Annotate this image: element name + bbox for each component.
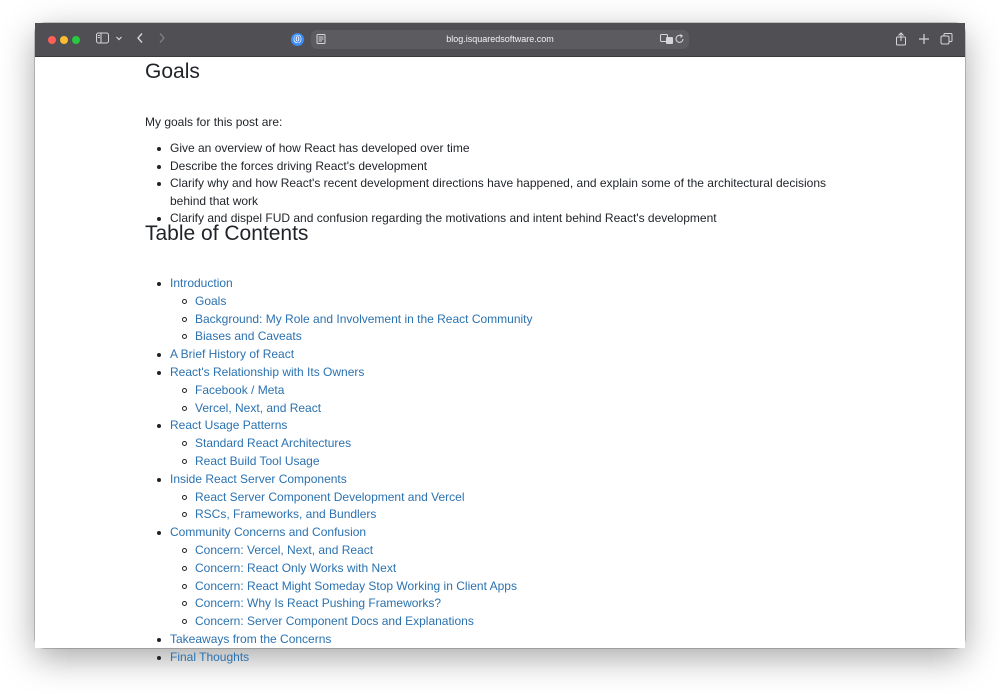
address-bar[interactable] [311,30,689,49]
toc-sublist [170,435,865,471]
toc-subitem [170,613,865,631]
page-content [35,57,965,664]
url-text[interactable]: blog.isquaredsoftware.com [446,34,554,44]
toc-sublink[interactable]: Goals [195,293,227,308]
toc-sublink[interactable]: Facebook / Meta [195,382,285,397]
toc-item [145,631,865,649]
toc-sublink[interactable]: Concern: Why Is React Pushing Frameworks? [195,596,442,611]
toc-heading: Table of Contents [145,222,309,245]
toc-sublink[interactable]: Biases and Caveats [195,329,302,344]
translate-icon[interactable] [660,33,674,47]
toc-list [145,275,865,667]
toc-sublist [170,542,865,631]
share-icon[interactable] [895,32,907,46]
toc-subitem [170,382,865,400]
toc-subitem [170,311,865,329]
toc-subitem [170,453,865,471]
toc-sublink[interactable]: Concern: Vercel, Next, and React [195,542,374,557]
list-item: Clarify and dispel FUD and confusion regarding the motivations and intent behind React's development [145,210,865,228]
toc-item [145,649,865,667]
minimize-window-button[interactable] [60,36,68,44]
privacy-icon[interactable]: ⓪ [291,33,304,46]
toc-sublink[interactable]: React Build Tool Usage [195,453,320,468]
toc-subitem [170,293,865,311]
toc-sublist [170,382,865,418]
back-icon[interactable] [136,32,144,46]
toc-subitem [170,328,865,346]
toc-item [145,346,865,364]
toc-subitem [170,506,865,524]
toc-link[interactable]: Inside React Server Components [170,471,347,486]
toc-item [145,417,865,470]
toc-subitem [170,560,865,578]
forward-icon[interactable] [158,32,166,46]
toc-sublist [170,293,865,346]
browser-toolbar [35,23,965,57]
reload-icon[interactable] [675,33,685,47]
toc-link[interactable]: Final Thoughts [170,649,250,664]
chevron-down-icon[interactable] [115,32,123,46]
goals-list [145,140,865,228]
toc-subitem [170,435,865,453]
toc-link[interactable]: Introduction [170,276,233,290]
toc-sublink[interactable]: Standard React Architectures [195,436,352,451]
toc-link[interactable]: Community Concerns and Confusion [170,525,367,540]
goals-heading: Goals [145,60,200,83]
toc-item [145,471,865,524]
toc-sublink[interactable]: RSCs, Frameworks, and Bundlers [195,507,377,522]
close-window-button[interactable] [48,36,56,44]
browser-window [35,23,965,664]
toc-sublink[interactable]: React Server Component Development and Vercel [195,489,465,504]
toc-link[interactable]: React Usage Patterns [170,418,288,433]
toc-link[interactable]: Takeaways from the Concerns [170,631,332,646]
new-tab-icon[interactable] [918,32,930,46]
toc-subitem [170,542,865,560]
toc-sublink[interactable]: Concern: React Only Works with Next [195,560,397,575]
list-item: Clarify why and how React's recent development directions have happened, and explain some of the architectural decisions behind that work [145,175,865,210]
toc-subitem [170,489,865,507]
toc-link[interactable]: A Brief History of React [170,347,295,362]
toc-sublist [170,489,865,525]
tab-overview-icon[interactable] [940,32,953,46]
toc-subitem [170,595,865,613]
toc-link[interactable]: React's Relationship with Its Owners [170,364,365,379]
toc-item [145,275,865,346]
goals-intro: My goals for this post are: [145,115,283,129]
list-item: Give an overview of how React has developed over time [145,140,865,158]
toc-item [145,524,865,631]
list-item: Describe the forces driving React's development [145,158,865,176]
toc-subitem [170,400,865,418]
zoom-window-button[interactable] [72,36,80,44]
toc-sublink[interactable]: Background: My Role and Involvement in the React Community [195,311,533,326]
toc-sublink[interactable]: Concern: Server Component Docs and Explanations [195,614,474,629]
toc-sublink[interactable]: Concern: React Might Someday Stop Working in Client Apps [195,578,517,593]
toc-subitem [170,578,865,596]
sidebar-icon[interactable] [96,32,109,46]
toc-sublink[interactable]: Vercel, Next, and React [195,400,322,415]
toc-item [145,364,865,417]
